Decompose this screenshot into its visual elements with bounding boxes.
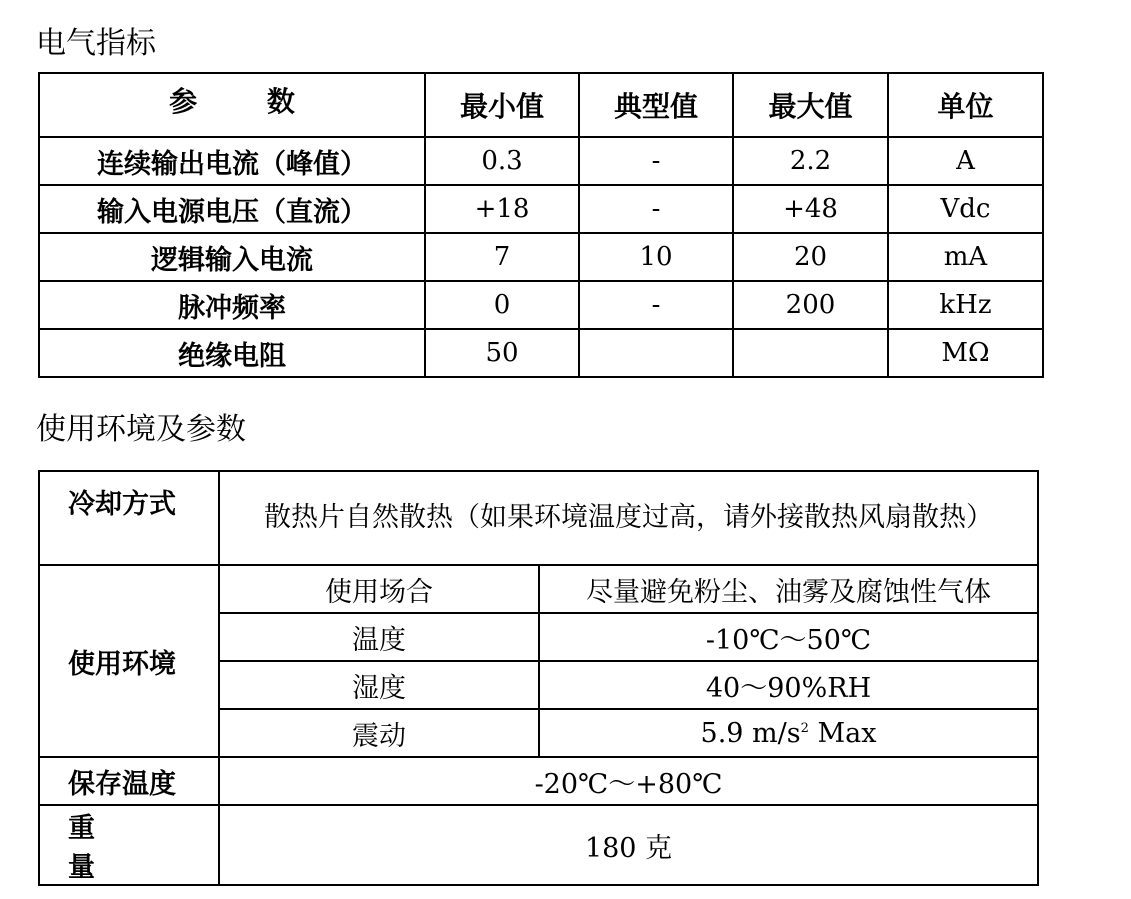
unit-cell: A [888,137,1043,185]
vibration-value: 5.9 m/s [700,717,801,749]
cooling-row [39,471,1038,565]
min-cell: 0 [425,281,579,329]
usage-item-value [539,709,1038,757]
param-cell: 绝缘电阻 [39,329,425,377]
table-row [39,185,1043,233]
min-cell: 7 [425,233,579,281]
storage-label: 保存温度 [39,757,219,805]
storage-row [39,757,1038,805]
max-cell: 20 [733,233,888,281]
typ-cell [579,329,733,377]
unit-cell: MΩ [888,329,1043,377]
typ-cell: - [579,281,733,329]
max-cell [733,329,888,377]
table-header-row [39,73,1043,137]
usage-item-value: -10℃～50℃ [539,613,1038,661]
header-typ: 典型值 [579,73,733,137]
usage-row [39,565,1038,613]
environment-section-title: 使用环境及参数 [36,412,246,447]
max-cell: 2.2 [733,137,888,185]
cooling-value: 散热片自然散热（如果环境温度过高，请外接散热风扇散热） [219,471,1038,565]
cooling-label: 冷却方式 [39,471,219,565]
header-min: 最小值 [425,73,579,137]
electrical-spec-table [38,72,1044,378]
unit-cell: mA [888,233,1043,281]
param-cell: 输入电源电压（直流） [39,185,425,233]
weight-row [39,805,1038,885]
typ-cell: 10 [579,233,733,281]
usage-item-name: 湿度 [219,661,539,709]
unit-cell: Vdc [888,185,1043,233]
environment-spec-table [38,470,1039,886]
typ-cell: - [579,185,733,233]
usage-item-value: 尽量避免粉尘、油雾及腐蚀性气体 [539,565,1038,613]
max-cell: +48 [733,185,888,233]
usage-item-name: 温度 [219,613,539,661]
unit-cell: kHz [888,281,1043,329]
usage-item-value: 40～90%RH [539,661,1038,709]
weight-label: 重量 [39,805,219,885]
param-cell: 连续输出电流（峰值） [39,137,425,185]
min-cell: +18 [425,185,579,233]
max-cell: 200 [733,281,888,329]
header-unit: 单位 [888,73,1043,137]
usage-item-name: 震动 [219,709,539,757]
header-max: 最大值 [733,73,888,137]
vibration-exponent: 2 [800,720,809,736]
param-cell: 逻辑输入电流 [39,233,425,281]
vibration-suffix: Max [808,717,877,749]
header-param: 参 数 [39,73,425,137]
table-row [39,329,1043,377]
param-cell: 脉冲频率 [39,281,425,329]
typ-cell: - [579,137,733,185]
usage-item-name: 使用场合 [219,565,539,613]
electrical-section-title: 电气指标 [36,26,156,61]
table-row [39,233,1043,281]
min-cell: 50 [425,329,579,377]
min-cell: 0.3 [425,137,579,185]
usage-label: 使用环境 [39,565,219,757]
storage-value: -20℃～+80℃ [219,757,1038,805]
weight-value: 180 克 [219,805,1038,885]
table-row [39,281,1043,329]
table-row [39,137,1043,185]
